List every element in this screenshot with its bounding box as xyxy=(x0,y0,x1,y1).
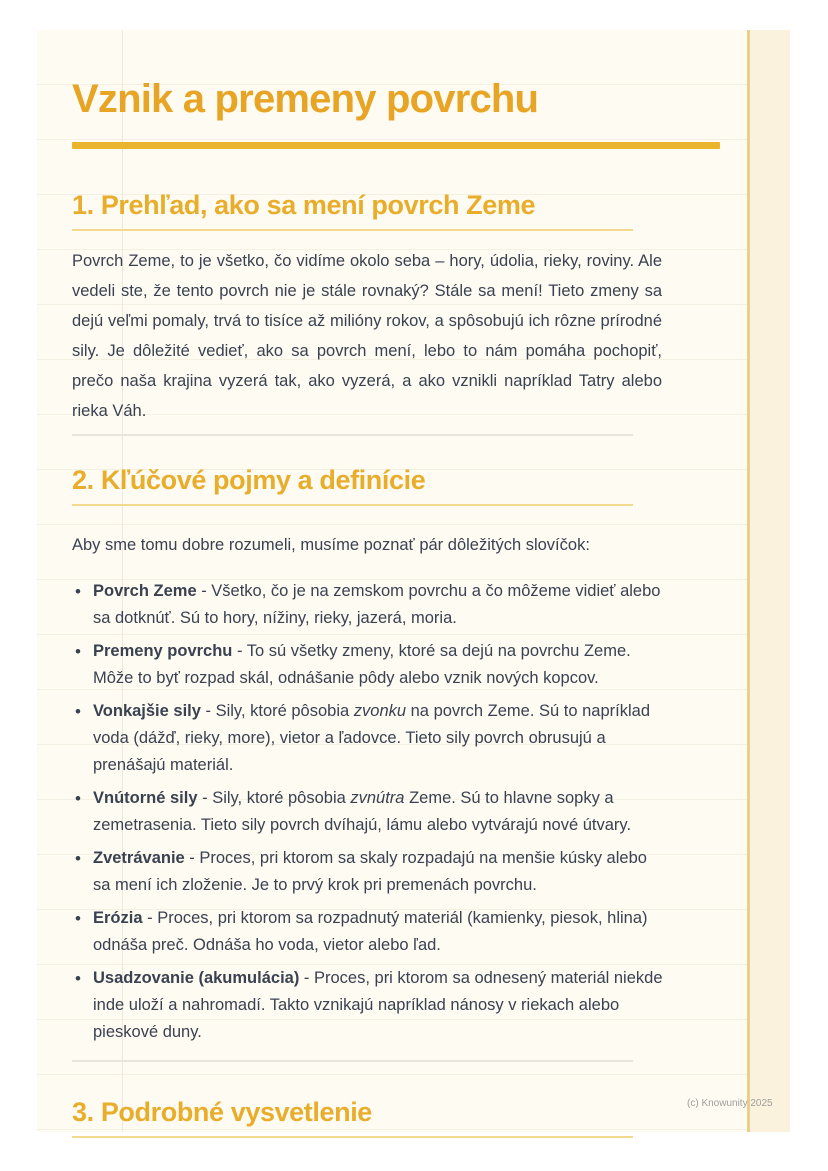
bullet-dot: • xyxy=(75,909,81,928)
document-content xyxy=(72,30,720,1138)
section-1-underline xyxy=(72,229,633,231)
section-2-underline xyxy=(72,504,633,506)
term-label: Vonkajšie sily xyxy=(93,702,201,720)
section-3-heading: 3. Podrobné vysvetlenie xyxy=(72,1097,372,1127)
list-item xyxy=(72,905,668,959)
section-2-intro: Aby sme tomu dobre rozumeli, musíme poznať pár dôležitých slovíčok: xyxy=(72,536,590,554)
bullet-dot: • xyxy=(75,969,81,988)
page-title: Vznik a premeny povrchu xyxy=(72,77,539,121)
notebook-right-margin-rule xyxy=(747,30,750,1132)
list-item xyxy=(72,578,668,632)
list-item xyxy=(72,785,668,839)
term-label: Erózia xyxy=(93,909,143,927)
term-description-cont: na povrch Zeme. Sú to napríklad voda (dážď, rieky, more), vietor a ľadovce. Tieto sily povrch obrusujú a prenášajú materiál. xyxy=(93,702,651,774)
title-underline-bar xyxy=(72,142,720,149)
term-description: - To sú všetky zmeny, ktoré sa dejú na povrchu Zeme. Môže to byť rozpad skál, odnášanie pôdy alebo vznik nových kopcov. xyxy=(93,642,631,687)
term-description-italic: zvonku xyxy=(353,702,407,720)
term-label: Vnútorné sily xyxy=(93,789,198,807)
bullet-dot: • xyxy=(75,702,81,721)
term-description: - Proces, pri ktorom sa rozpadnutý materiál (kamienky, piesok, hlina) odnáša preč. Odnáša ho voda, vietor alebo ľad. xyxy=(93,909,648,954)
list-item xyxy=(72,698,668,779)
term-label: Premeny povrchu xyxy=(93,642,233,660)
term-description: - Proces, pri ktorom sa odnesený materiál niekde inde uloží a nahromadí. Takto vznikajú napríklad nánosy v riekach alebo pieskové duny. xyxy=(93,969,663,1041)
term-description-italic: zvnútra xyxy=(350,789,405,807)
section-3-underline xyxy=(72,1136,633,1138)
notebook-right-margin-strip xyxy=(750,30,790,1132)
section-divider xyxy=(72,434,633,436)
section-2-heading: 2. Kľúčové pojmy a definície xyxy=(72,465,426,495)
copyright-notice: (c) Knowunity 2025 xyxy=(687,1098,773,1109)
list-item xyxy=(72,965,668,1046)
document-page xyxy=(37,30,790,1132)
list-item xyxy=(72,638,668,692)
term-description: - Sily, ktoré pôsobia xyxy=(197,789,351,807)
section-1-paragraph: Povrch Zeme, to je všetko, čo vidíme okolo seba – hory, údolia, rieky, roviny. Ale vedeli ste, že tento povrch nie je stále rovnaký? Stále sa mení! Tieto zmeny sa dejú veľmi pomaly, trvá to tisíce až milióny rokov, a spôsobujú ich rôzne prírodné sily. Je dôležité vedieť, ako sa povrch mení, lebo to nám pomáha pochopiť, prečo naša krajina vyzerá tak, ako vyzerá, a ako vznikli napríklad Tatry alebo rieka Váh. xyxy=(72,252,662,420)
bullet-dot: • xyxy=(75,582,81,601)
bullet-dot: • xyxy=(75,789,81,808)
list-item xyxy=(72,845,668,899)
term-description-cont: Zeme. Sú to hlavne sopky a zemetrasenia. Tieto sily povrch dvíhajú, lámu alebo vytvárajú nové útvary. xyxy=(93,789,632,834)
term-label: Povrch Zeme xyxy=(93,582,197,600)
term-description: - Proces, pri ktorom sa skaly rozpadajú na menšie kúsky alebo sa mení ich zloženie. Je to prvý krok pri premenách povrchu. xyxy=(93,849,647,894)
term-description: - Sily, ktoré pôsobia xyxy=(200,702,354,720)
term-label: Zvetrávanie xyxy=(93,849,185,867)
bullet-dot: • xyxy=(75,849,81,868)
term-label: Usadzovanie (akumulácia) xyxy=(93,969,300,987)
section-1-heading: 1. Prehľad, ako sa mení povrch Zeme xyxy=(72,190,536,220)
section-divider xyxy=(72,1060,633,1062)
term-description: - Všetko, čo je na zemskom povrchu a čo môžeme vidieť alebo sa dotknúť. Sú to hory, nížiny, rieky, jazerá, moria. xyxy=(93,582,661,627)
definitions-list xyxy=(72,578,720,1046)
bullet-dot: • xyxy=(75,642,81,661)
